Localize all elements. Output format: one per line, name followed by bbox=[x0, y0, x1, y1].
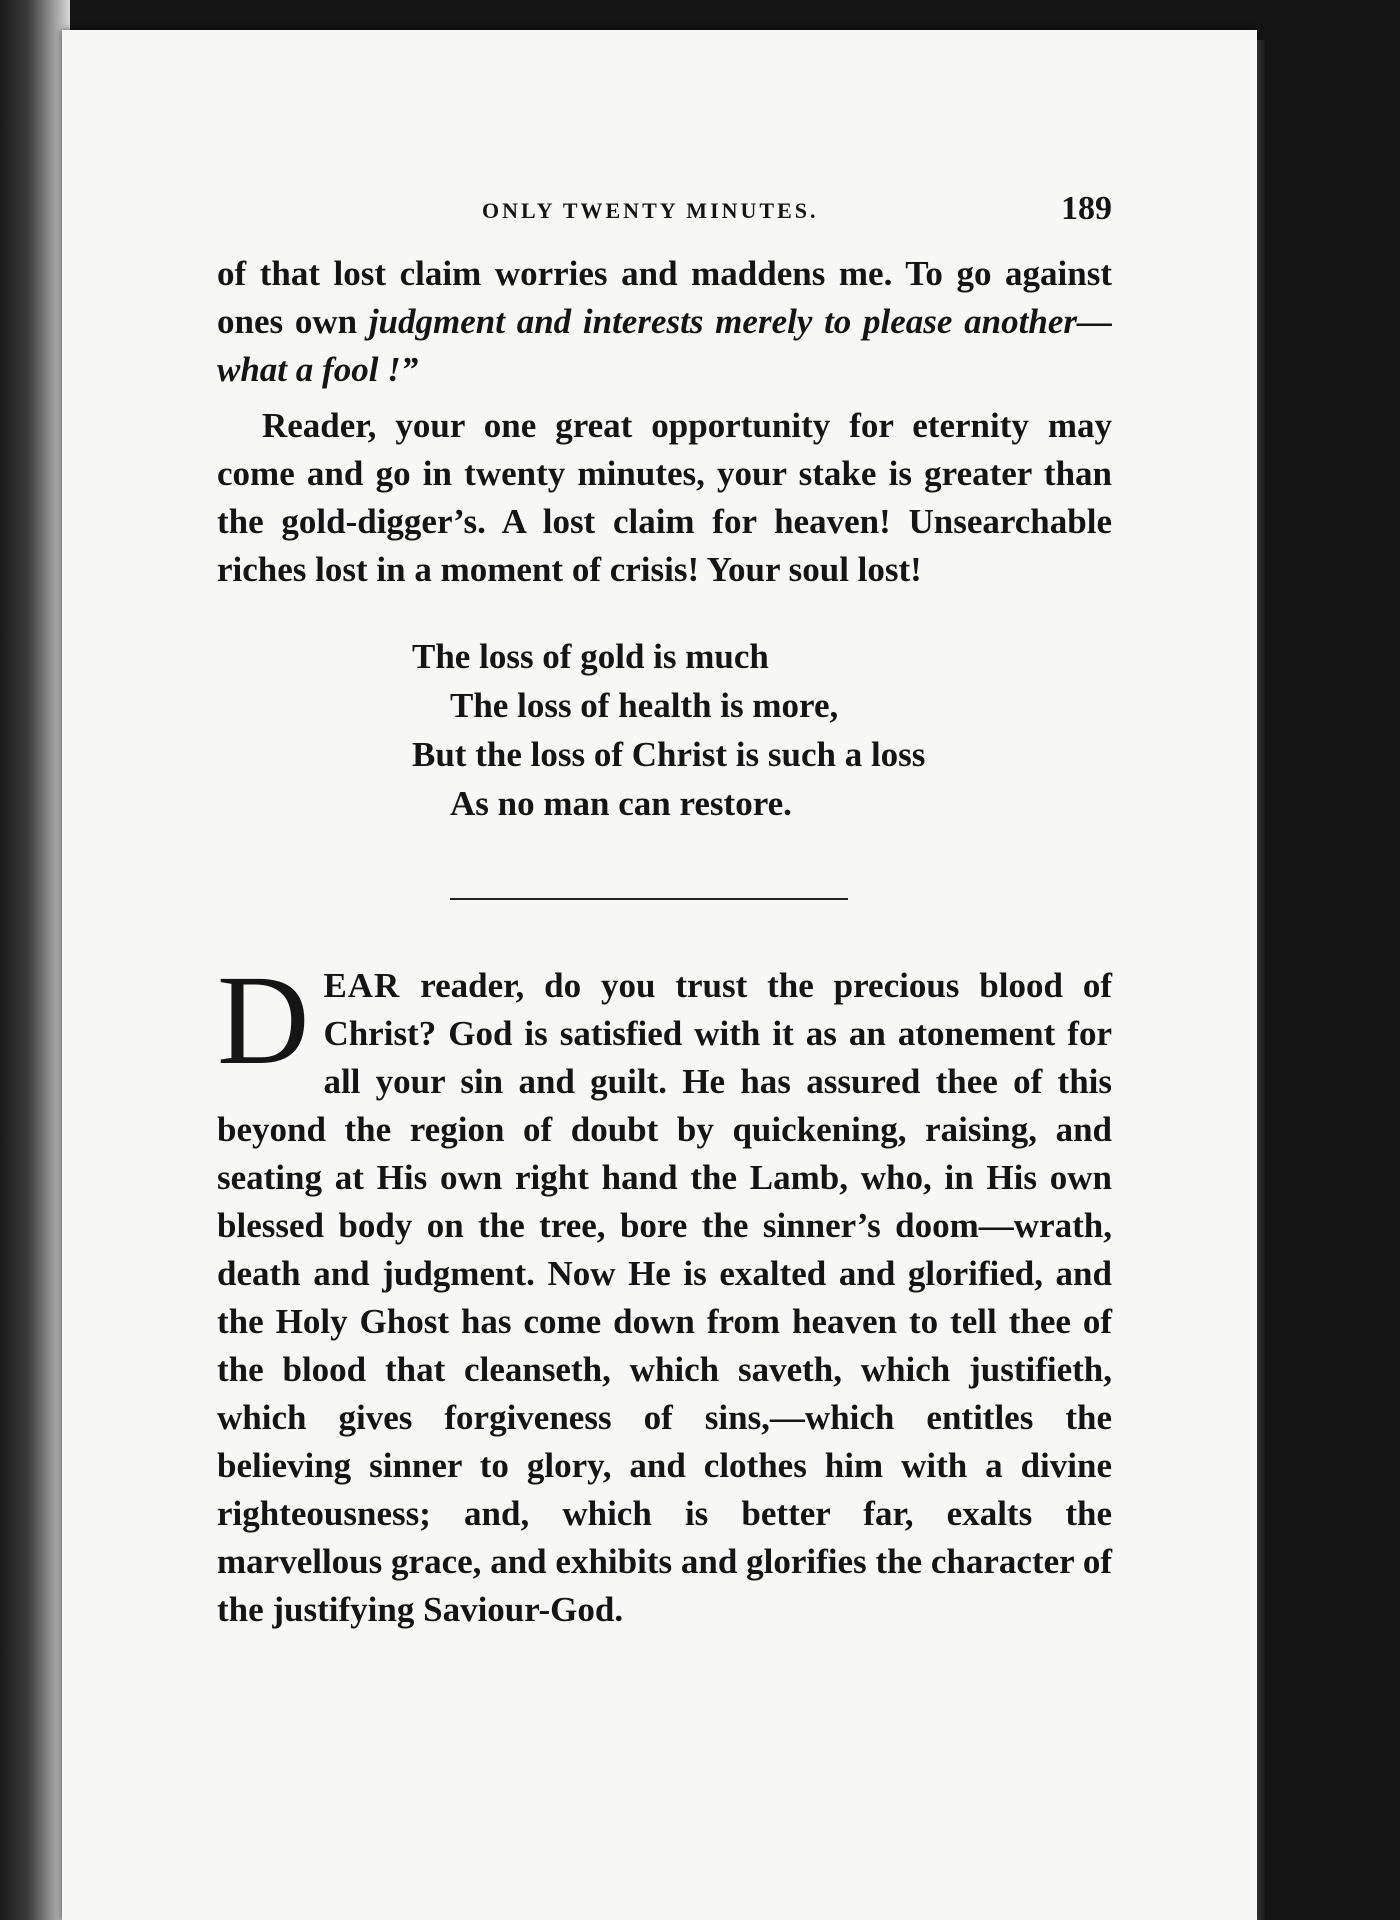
poem-line: The loss of gold is much bbox=[412, 637, 769, 676]
running-head bbox=[217, 190, 1112, 250]
dear-reader-text: reader, do you trust the precious blood of Christ? God is satisfied with it as an atonement for all your sin and guilt. He has assured thee of this beyond the region of doubt by quickening, raising, and seating at His own right hand the Lamb, who, in His own blessed body on the tree, bore the sinner’s doom—wrath, death and judgment. Now He is exalted and glorified, and the Holy Ghost has come down from heaven to tell thee of the blood that cleanseth, which saveth, which justifieth, which gives forgiveness of sins,—which entitles the believing sinner to glory, and clothes him with a divine righteousness; and, which is better far, exalts the marvellous grace, and exhibits and glorifies the character of the justifying Saviour-God. bbox=[217, 966, 1112, 1629]
reader-paragraph: Reader, your one great opportunity for eternity may come and go in twenty minutes, your stake is greater than the gold-digger’s. A lost claim for heaven! Unsearchable riches lost in a moment of crisis! Your soul lost! bbox=[217, 406, 1112, 589]
page-content bbox=[217, 190, 1112, 1634]
drop-cap: D bbox=[217, 949, 310, 1091]
poem-line: The loss of health is more, bbox=[450, 686, 839, 725]
scan-left-edge bbox=[0, 0, 70, 1920]
poem-line: As no man can restore. bbox=[450, 784, 792, 823]
poem-line: But the loss of Christ is such a loss bbox=[412, 735, 926, 774]
drop-cap-continuation: EAR bbox=[323, 966, 401, 1005]
dear-reader-paragraph bbox=[217, 949, 1112, 1634]
running-title: ONLY TWENTY MINUTES. bbox=[482, 198, 819, 223]
book-page bbox=[62, 30, 1257, 1920]
dear-reader-section bbox=[217, 949, 1112, 1634]
section-divider bbox=[450, 898, 848, 900]
continued-paragraph bbox=[217, 250, 1112, 394]
poem bbox=[412, 632, 1112, 828]
page-edge-shadow bbox=[1257, 40, 1267, 1920]
continued-paragraph-roman: of that lost claim worries and maddens me. To go against ones own bbox=[217, 254, 1112, 341]
continued-paragraph-italic: judgment and interests merely to please another—what a fool !” bbox=[217, 302, 1112, 389]
page-number: 189 bbox=[1061, 190, 1112, 227]
